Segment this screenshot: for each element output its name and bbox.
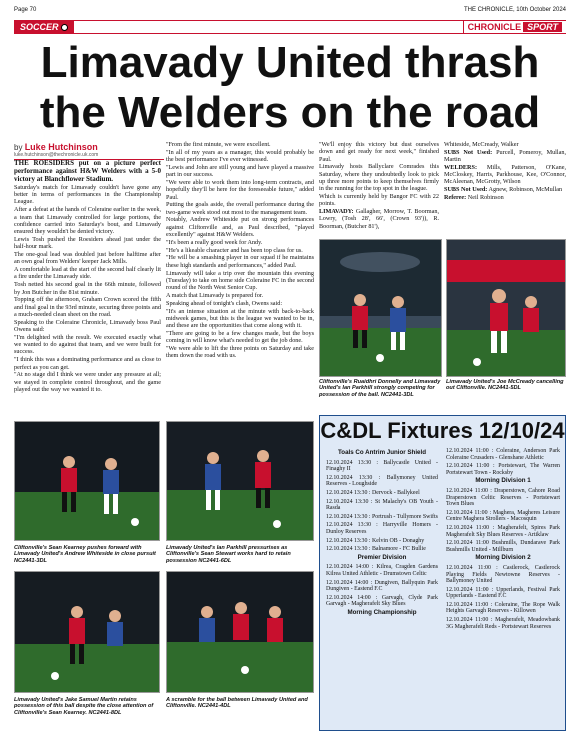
logo-sport: SPORT — [523, 22, 562, 32]
headline-line-2: the Welders on the road — [39, 88, 541, 137]
article-paragraph: "At no stage did I think we were under any pressure at all; we stayed in complete control throughout, and the game played out the way we wanted it to. — [14, 371, 161, 393]
article-column-2 — [166, 141, 314, 360]
fixture-item: 12.10.2024 11:00 : Maghera, Magheres Leisure Centre Maghera Strollers - Macosquin — [446, 509, 560, 523]
fixture-item: 12.10.2024 14:00 : Garvagh, Clyde Park Garvagh - Magherafelt Sky Blues — [326, 594, 438, 608]
article-paragraph: "From the first minute, we were excellent. — [166, 141, 271, 148]
headline — [14, 38, 566, 138]
article-column-3 — [319, 141, 439, 231]
article-paragraph: A match that Limavady is prepared for. — [166, 291, 264, 299]
team-lineup-continued: Whiteside, McCready, Walker — [444, 141, 519, 148]
fixture-item: 12.10.2024 11:00 : Draperstown, Cahore Road Draperstown Celtic Reserves - Portstewart Town Blues — [446, 487, 560, 508]
chronicle-sport-logo — [463, 21, 566, 33]
article-paragraph: "We were able to lift the three points on Saturday and take them down the road with us. — [166, 345, 314, 360]
article-paragraph: "I think this was a dominating performance and as close to perfect as you can get. — [14, 356, 161, 371]
match-photo-2 — [446, 239, 566, 377]
team-label: Referee: — [444, 194, 467, 202]
article-paragraph: "In all of my years as a manager, this would probably be the best performance I've ever witnessed. — [166, 148, 314, 164]
match-photo-1 — [319, 239, 442, 377]
match-photo-5-image — [15, 572, 160, 693]
article-paragraph: Speaking ahead of tonight's clash, Owens said: — [166, 299, 283, 307]
fixture-item: 12.10.2024 13:30 : Ballycastle United - Finaghy II — [326, 459, 438, 473]
fixtures-division-heading: Morning Division 1 — [475, 477, 531, 485]
article-paragraph: "We'll enjoy this victory but dust ourselves down and get ready for next week," finished Paul. — [319, 141, 439, 163]
article-paragraph: Notably, Andrew Whiteside put on strong performances against Cliftonville and, as Paul described, "played excellently" against H&W Welders. — [166, 216, 314, 239]
article-paragraph: Which is currently held by Bangor FC with 22 points. — [319, 193, 439, 208]
match-photo-1-image — [320, 240, 442, 377]
article-paragraph: "I'm delighted with the result. We executed exactly what we wanted to do against that team, and we were built for success. — [14, 333, 161, 356]
article-paragraph: Putting the goals aside, the overall performance during the two-game week stood out most to the management team. — [166, 201, 314, 216]
fixtures-division-heading: Morning Division 2 — [475, 554, 531, 562]
article-paragraph: "He's a likeable character and has been top class for us. — [166, 246, 303, 254]
fixture-item: 12.10.2024 11:00 : Coleraine, The Rope Walk Heights Garvagh Reserves - Killowen — [446, 601, 560, 615]
section-label — [14, 21, 74, 33]
team-lineup: Mills, Patterson, O'Kane, McCloskey, Harris, Parkhouse, Kee, O'Connor, McAleenan, McGrotty, Wilson — [444, 163, 567, 186]
photo-caption: Cliftonville's Ruaidhri Donnelly and Limavady United's Ian Parkhill strongly competing for possession of the ball. NC2441-3DL — [319, 379, 441, 398]
team-lineup: Gallagher, Morrow, T. Boorman, Lowry, (Tosh 28', 66', (Crown 93')), R. Boorman, (Butcher 81'), — [319, 208, 439, 230]
article-paragraph: Limavady will take a trip over the mountain this evening (Tuesday) to take on home side Coleraine FC in the second round of the North West Senior Cup. — [166, 269, 314, 292]
article-lead: THE ROESIDERS put on a picture perfect performance against H&W Welders with a 5-0 victory at Blanchflower Stadium. — [14, 159, 161, 183]
article-paragraph: Limavady hosts Ballyclare Comrades this Saturday, where they undoubtedly look to pick up three more points to keep themselves firmly in the running for the top spot in the league. — [319, 163, 439, 193]
match-photo-4-image — [167, 422, 314, 541]
match-photo-3 — [14, 421, 160, 541]
article-paragraph: Lewis Tosh pushed the Roesiders ahead just under the half-hour mark. — [14, 235, 161, 251]
article-paragraph: A comfortable lead at the start of the second half clearly lit a fire under the Limavady side. — [14, 266, 161, 281]
photo-caption: Cliftonville's Sean Kearney pushes forward with Limavady United's Andrew Whiteside in close pursuit NC2441-3DL — [14, 545, 156, 564]
football-icon — [61, 24, 68, 31]
fixtures-column-left — [326, 448, 438, 619]
match-photo-4 — [166, 421, 314, 541]
fixture-item: 12.10.2024 14:00 : Kilrea, Cragden Gardens Kilrea United Athletic - Drumstown Celtic — [326, 564, 438, 577]
fixtures-title: C&DL Fixtures 12/10/24 — [320, 418, 565, 443]
team-lineup: Purcell, Pomeroy, Mullan, Martin — [444, 148, 567, 164]
page-number: Page 70 — [14, 7, 37, 13]
photo-caption: Limavady United's Jake Samuel Martin retains possession of this ball despite the close attention of Cliftonville's Sean Kearney. NC2441-8DL — [14, 697, 154, 716]
page-header — [14, 5, 566, 17]
photo-caption: A scramble for the ball between Limavady United and Cliftonville. NC2441-4DL — [166, 697, 308, 710]
page-date: THE CHRONICLE, 10th October 2024 — [463, 7, 566, 13]
fixtures-division-heading: Toals Co Antrim Junior Shield — [337, 449, 426, 456]
match-photo-2-image — [447, 240, 566, 377]
article-paragraph: After a defeat at the hands of Coleraine earlier in the week, a team that Limavady controlled for large portions, the confidence carried into Saturday's bout, and Limavady ensured they wouldn't be denied victory. — [14, 206, 161, 236]
referee-name: Neil Robinson — [467, 194, 504, 202]
match-photo-3-image — [15, 422, 160, 541]
article-paragraph: "It's an intense situation at the minute with back-to-back midweek games, but this is the league we wanted to be in, and these are the opportunities that come along with it. — [166, 307, 314, 330]
team-label: WELDERS: — [444, 163, 478, 171]
photo-caption: Limavady United's Joe McCready cancelling out Cliftonville. NC2441-5DL — [446, 379, 564, 392]
article-paragraph: Speaking to the Coleraine Chronicle, Limavady boss Paul Owens said: — [14, 318, 161, 334]
fixture-item: 12.10.2024 13:30 : Harryville Homers - Dunloy Reserves — [326, 522, 438, 535]
fixture-item: 12.10.2024 11:00 Bushmills, Dundarave Park Bushmills United - Millburn — [446, 540, 560, 553]
article-paragraph: Saturday's match for Limavady couldn't have gone any better in terms of performances in the Championship League. — [14, 183, 161, 206]
fixtures-box — [319, 415, 566, 731]
fixture-item: 12.10.2024 11:00 : Upperlands, Festival Park Upperlands - Eastend F.C — [446, 586, 560, 600]
fixture-item: 12.10.2024 11:00 : Castlerock, Castlerock Playing Fields Newtowne Reserves - Ballymoney United — [446, 564, 560, 585]
fixture-item: 12.10.2024 14:00 : Dungiven, Ballyquin Park Dungiven - Eastend F.C — [326, 579, 438, 593]
subs-not-used-limavady — [444, 149, 566, 164]
match-photo-6 — [166, 571, 314, 693]
article-paragraph: Topping off the afternoon, Graham Crown scored the fifth and final goal in the 93rd minute, securing three points and a much-needed clean sheet on the road. — [14, 296, 161, 318]
fixture-item: 12.10.2024 13:30 : Ballymoney United Reserves - Loughside — [326, 474, 438, 488]
fixture-item: 12.10.2024 13:30 : Portrush - Tullymore Swifts — [326, 513, 438, 520]
section-bar — [14, 20, 566, 34]
article-paragraph: Tosh netted his second goal in the 66th minute, followed by Jon Butcher in the 81st minute. — [14, 281, 161, 296]
photo-caption: Limavady United's Ian Parkhill pressurises as Cliftonville's Sean Stewart works hard to retain possession NC2441-6DL — [166, 545, 291, 564]
team-label: LIMAVADY: — [319, 208, 354, 216]
byline-email[interactable]: luke.hutchinson@thechronicle.uk.com — [14, 152, 164, 160]
byline-author: Luke Hutchinson — [24, 142, 98, 152]
fixture-item: 12.10.2024 13:30 : St Malachy's OB Youth - Rasda — [326, 498, 438, 512]
fixture-item: 12.10.2024 11:00 : Coleraine, Anderson Park Coleraine Crusaders - Glenshane Athletic — [446, 448, 560, 461]
byline — [14, 142, 164, 160]
match-photo-6-image — [167, 572, 314, 693]
article-column-4 — [444, 141, 566, 202]
article-column-1 — [14, 160, 161, 394]
article-paragraph: "There are going to be a few changes made, but the boys coming in will know what's needed to get the job done. — [166, 329, 314, 345]
logo-chronicle: CHRONICLE — [467, 22, 522, 32]
headline-line-1: Limavady United thrash — [40, 38, 540, 87]
fixture-item: 12.10.2024 13:30 : Kelvin OB - Donaghy — [326, 537, 425, 544]
team-limavady — [319, 208, 439, 230]
team-lineup: Agnew, Robinson, McMullan — [488, 186, 563, 194]
fixture-item: 12.10.2024 13:30 : Balnamore - FC Bullie — [326, 546, 426, 553]
section-label-text: SOCCER — [20, 22, 59, 32]
byline-prefix: by — [14, 143, 23, 152]
match-photo-5 — [14, 571, 160, 693]
team-label: SUBS Not Used: — [444, 148, 493, 156]
fixture-item: 12.10.2024 11:00 : Magherafelt, Spires Park Magherafelt Sky Blues Reserves - Artiklaw — [446, 524, 560, 538]
fixture-item: 12.10.2024 11:00 : Magherafelt, Meadowbank 3G Magherafelt Reds - Portstewart Reserves — [446, 617, 560, 630]
fixture-item: 12.10.2024 13:30 : Dervock - Ballykeel — [326, 489, 420, 496]
team-label: SUBS Not Used: — [444, 186, 488, 194]
team-welders — [444, 164, 566, 186]
fixtures-column-right — [446, 448, 560, 632]
fixture-item: 12.10.2024 11:00 : Portstewart, The Warren Portstewart Town - Rocksby — [446, 463, 560, 476]
article-paragraph: "Lewis and John are still young and have played a massive part in our success. — [166, 163, 314, 179]
article-paragraph: "We were able to work them into long-term contracts, and hopefully they'll be here for the foreseeable future," added Paul. — [166, 178, 314, 201]
referee — [444, 194, 566, 201]
subs-not-used-welders — [444, 186, 566, 193]
article-paragraph: The one-goal lead was doubled just before halftime after an own goal from Welders' keeper Jack Mills. — [14, 251, 161, 266]
article-paragraph: "He will be a smashing player in our squad if he maintains these high standards and performances," added Paul. — [166, 254, 314, 269]
fixtures-division-heading: Morning Championship — [347, 608, 417, 616]
article-paragraph: "It's been a really good week for Andy. — [166, 238, 263, 246]
fixtures-division-heading: Premier Division — [357, 553, 407, 561]
